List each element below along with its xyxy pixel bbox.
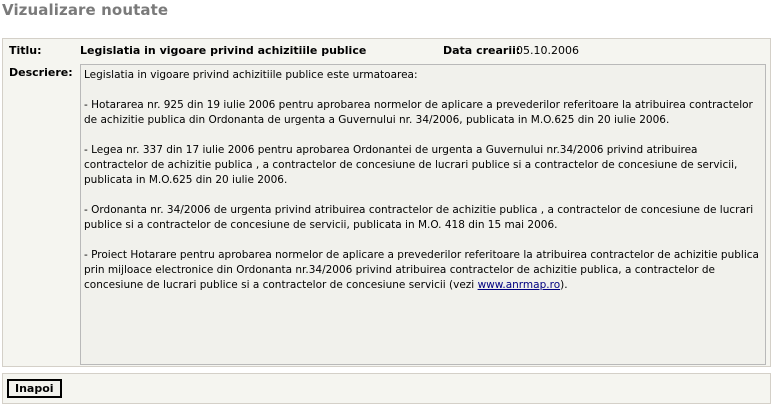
title-value: Legislatia in vigoare privind achizitiile publice bbox=[80, 44, 367, 57]
description-item: - Hotararea nr. 925 din 19 iulie 2006 pentru aprobarea normelor de aplicare a prevederilor referitoare la atribuirea contractelor de achizitie publica din Ordonanta de urgenta a Guvernului nr. 34/2006, publicata in M.O.625 din 20 iulie 2006. bbox=[84, 99, 753, 126]
description-item bbox=[84, 248, 762, 293]
description-box bbox=[80, 64, 766, 365]
description-item-text: - Proiect Hotarare pentru aprobarea normelor de aplicare a prevederilor referitoare la atribuirea contractelor de achizitie publica prin mijloace electronice din Ordonanta nr.34/2006 privind atribuirea contractelor de achizitie publica, a contractelor de concesiune de lucrari publice si a contractelor de concesiune servicii (vezi bbox=[84, 249, 759, 291]
page-title: Vizualizare noutate bbox=[2, 1, 169, 19]
description-label: Descriere: bbox=[9, 66, 73, 79]
description-intro: Legislatia in vigoare privind achizitiile publice este urmatoarea: bbox=[84, 69, 418, 81]
date-label: Data crearii: bbox=[443, 44, 521, 57]
anrmap-link[interactable]: www.anrmap.ro bbox=[477, 279, 561, 291]
date-value: 05.10.2006 bbox=[516, 44, 579, 57]
back-button[interactable]: Inapoi bbox=[7, 379, 62, 398]
news-detail-panel bbox=[2, 38, 771, 367]
description-item: - Legea nr. 337 din 17 iulie 2006 pentru aprobarea Ordonantei de urgenta a Guvernului nr.34/2006 privind atribuirea contractelor de achizitie publica , a contractelor de concesiune de lucrari publice si a contractelor de concesiune de servicii, publicata in M.O.625 din 20 iulie 2006. bbox=[84, 144, 738, 186]
button-bar bbox=[2, 373, 771, 404]
title-label: Titlu: bbox=[9, 44, 42, 57]
description-item: - Ordonanta nr. 34/2006 de urgenta privind atribuirea contractelor de achizitie publica , a contractelor de concesiune de lucrari publice si a contractelor de concesiune de servicii, publicata in M.O. 418 din 15 mai 2006. bbox=[84, 204, 754, 231]
description-item-suffix: ). bbox=[560, 279, 568, 291]
